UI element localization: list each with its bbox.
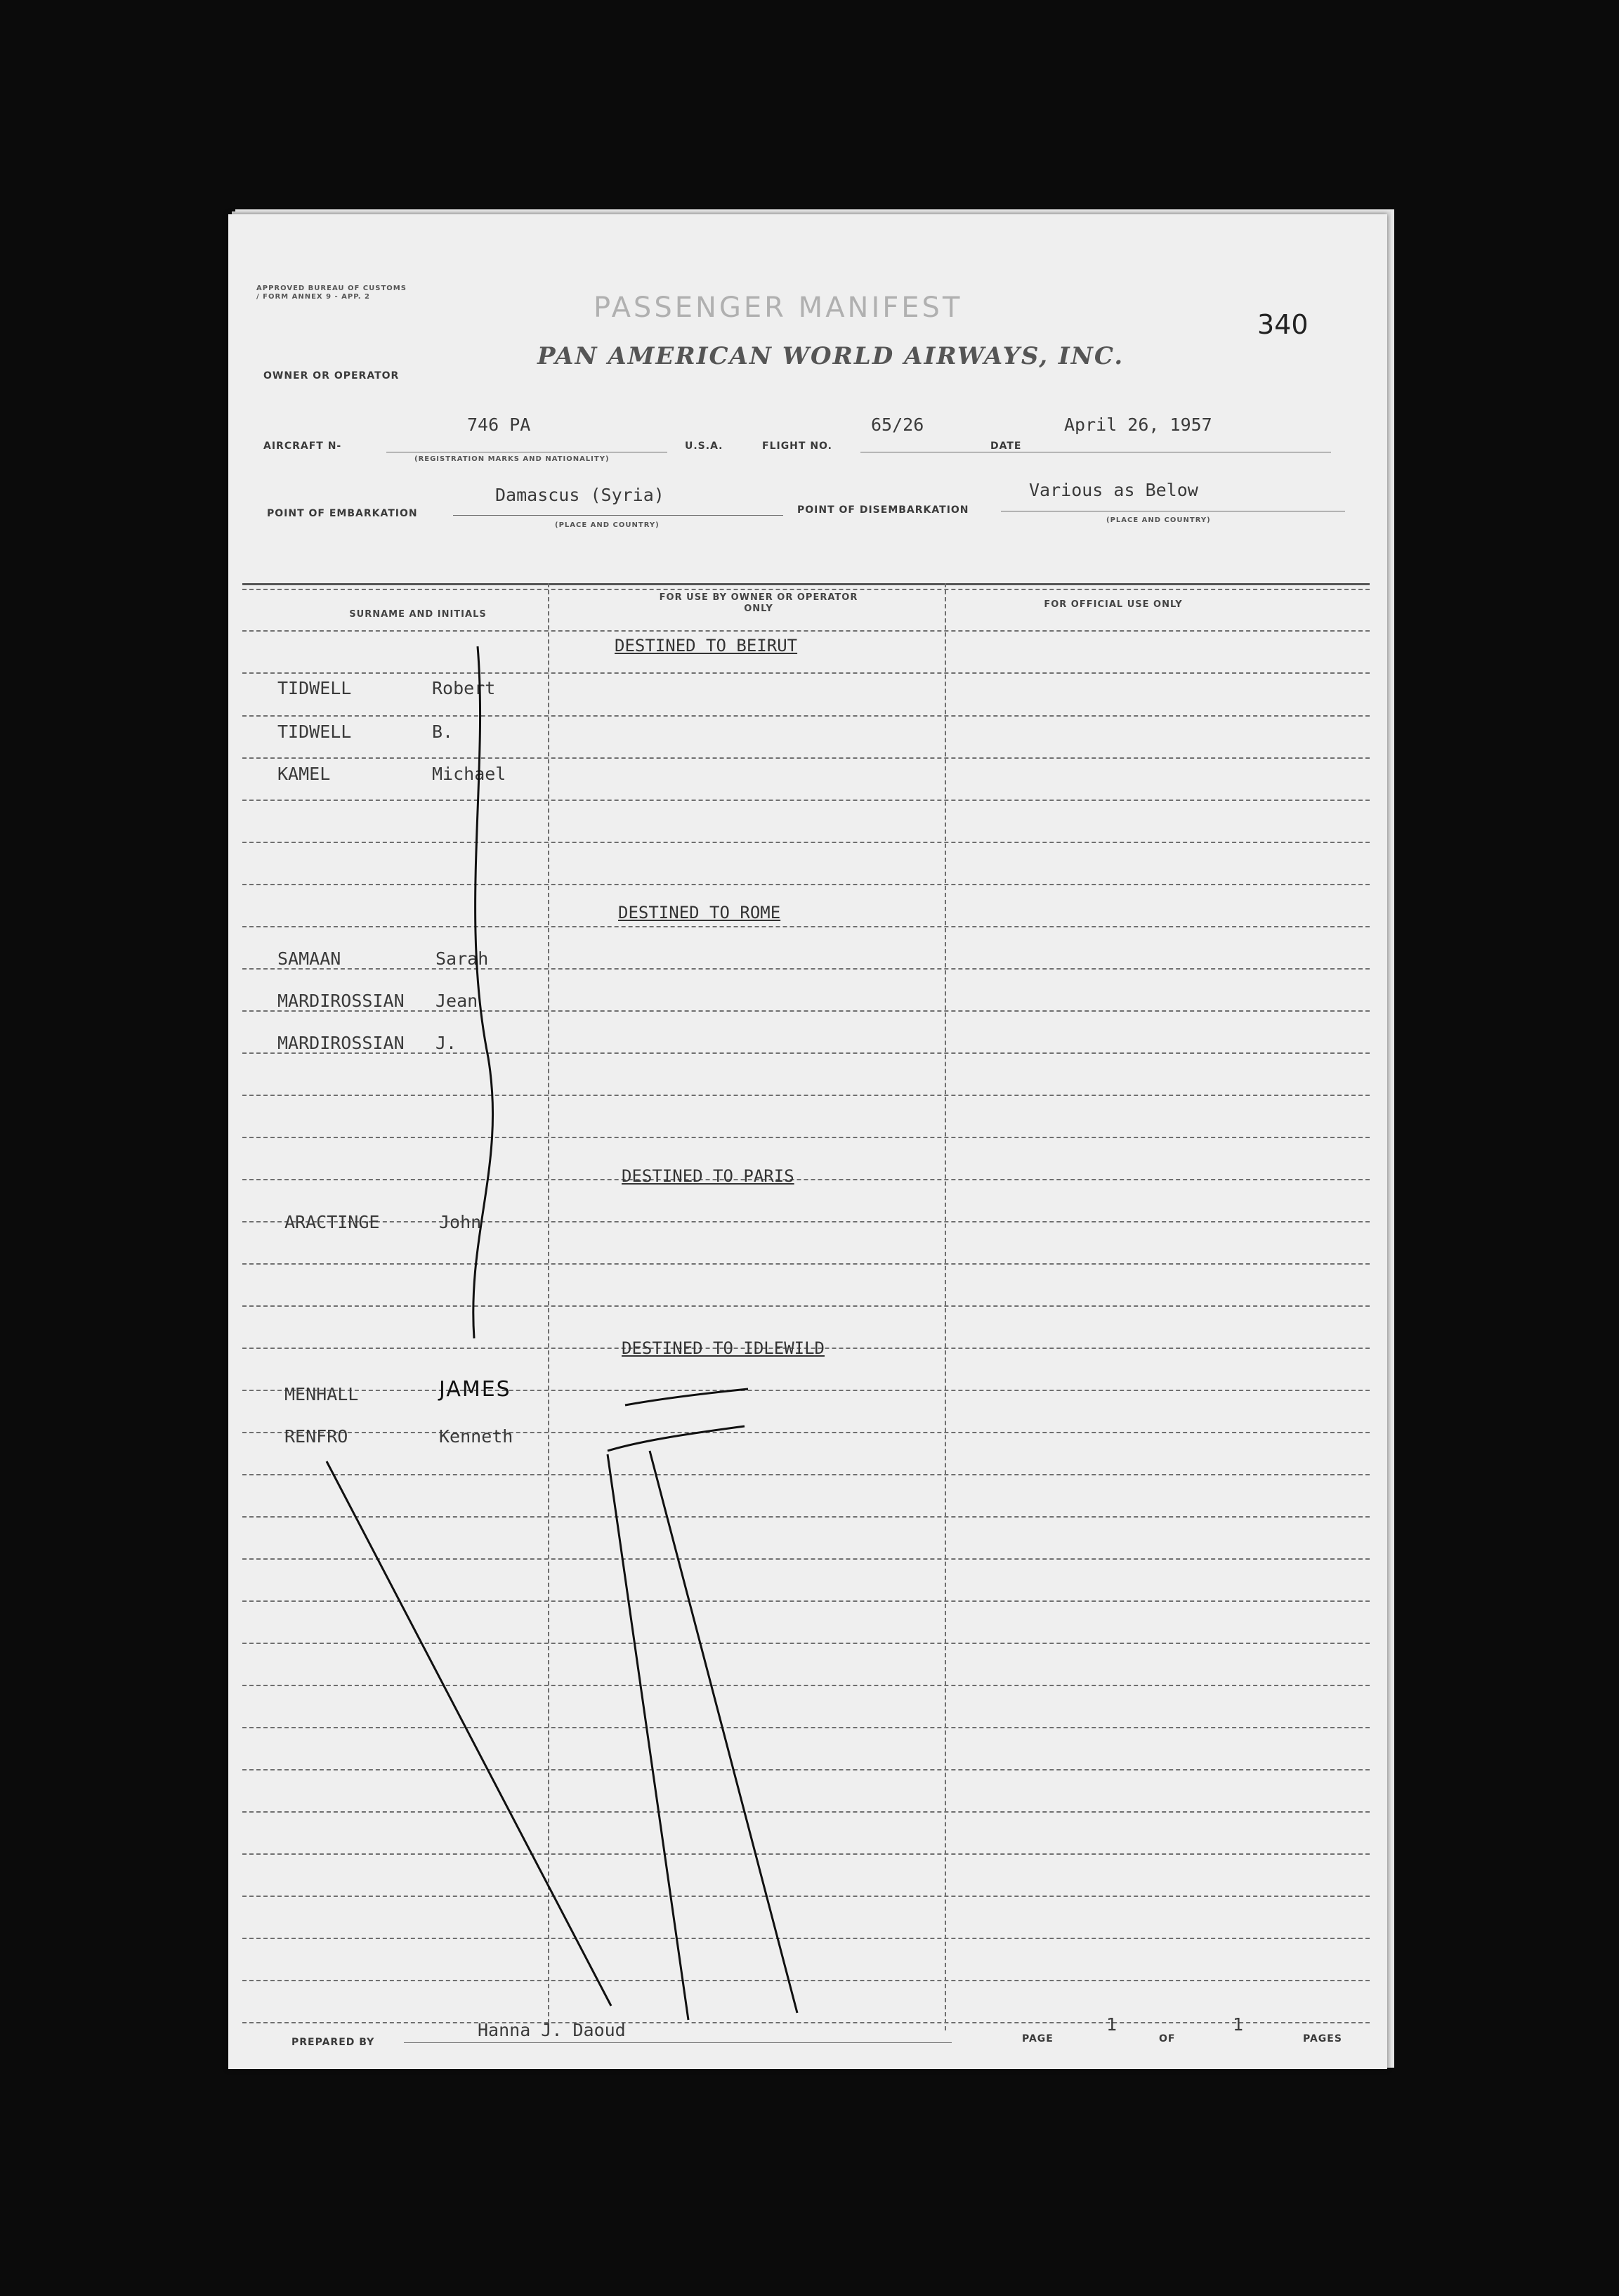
- prepared-by-label: PREPARED BY: [291, 2037, 375, 2048]
- aircraft-sublabel: (REGISTRATION MARKS AND NATIONALITY): [414, 455, 610, 463]
- passenger-surname: RENFRO: [284, 1426, 348, 1447]
- section-heading-rome: DESTINED TO ROME: [618, 903, 781, 922]
- manifest-sheet: [228, 214, 1387, 2069]
- date-label: DATE: [990, 441, 1022, 452]
- disembark-sublabel: (PLACE AND COUNTRY): [1106, 516, 1211, 524]
- of-value: 1: [1233, 2014, 1244, 2035]
- page-number-stamp: 340: [1257, 309, 1309, 340]
- page-value: 1: [1106, 2014, 1117, 2035]
- aircraft-value: 746 PA: [467, 415, 531, 435]
- passenger-given: Kenneth: [439, 1426, 513, 1447]
- manifest-title: PASSENGER MANIFEST: [594, 292, 963, 324]
- embark-label: POINT OF EMBARKATION: [267, 508, 418, 519]
- disembark-label: POINT OF DISEMBARKATION: [797, 504, 969, 516]
- section-heading-idlewild: DESTINED TO IDLEWILD: [622, 1338, 825, 1358]
- passenger-surname: SAMAAN: [277, 948, 341, 969]
- passenger-given: B.: [432, 722, 454, 742]
- passenger-given-handwritten: JAMES: [439, 1377, 511, 1402]
- aircraft-label: AIRCRAFT N-: [263, 441, 342, 452]
- col-official-use-header: FOR OFFICIAL USE ONLY: [1044, 599, 1183, 610]
- passenger-surname: KAMEL: [277, 764, 331, 784]
- date-value: April 26, 1957: [1064, 415, 1212, 435]
- pages-label: PAGES: [1303, 2033, 1342, 2044]
- passenger-surname: ARACTINGE: [284, 1212, 380, 1232]
- passenger-surname: TIDWELL: [277, 678, 352, 698]
- passenger-given: Sarah: [435, 948, 489, 969]
- section-heading-beirut: DESTINED TO BEIRUT: [615, 636, 798, 655]
- flight-label: FLIGHT NO.: [762, 441, 832, 452]
- usa-label: U.S.A.: [685, 441, 723, 452]
- passenger-surname: MARDIROSSIAN: [277, 991, 405, 1011]
- disembark-value: Various as Below: [1029, 480, 1198, 500]
- owner-label: OWNER OR OPERATOR: [263, 370, 400, 381]
- handwritten-marks: [228, 214, 1387, 2069]
- section-heading-paris: DESTINED TO PARIS: [622, 1166, 794, 1186]
- passenger-given: Michael: [432, 764, 506, 784]
- of-label: OF: [1159, 2033, 1176, 2044]
- embark-sublabel: (PLACE AND COUNTRY): [555, 521, 660, 529]
- embark-value: Damascus (Syria): [495, 485, 664, 505]
- passenger-surname: TIDWELL: [277, 722, 352, 742]
- col-surname-header: SURNAME AND INITIALS: [349, 609, 487, 620]
- passenger-surname: MARDIROSSIAN: [277, 1033, 405, 1053]
- passenger-given: Robert: [432, 678, 496, 698]
- form-id: APPROVED BUREAU OF CUSTOMS / FORM ANNEX 9 - APP. 2: [256, 285, 407, 301]
- passenger-given: Jean: [435, 991, 478, 1011]
- passenger-surname: MENHALL: [284, 1384, 359, 1404]
- airline-name: PAN AMERICAN WORLD AIRWAYS, INC.: [537, 342, 1125, 370]
- flight-value: 65/26: [871, 415, 924, 435]
- passenger-given: J.: [435, 1033, 457, 1053]
- prepared-by-value: Hanna J. Daoud: [478, 2020, 626, 2040]
- col-owner-use-header: FOR USE BY OWNER OR OPERATOR ONLY: [659, 592, 858, 614]
- passenger-given: John: [439, 1212, 482, 1232]
- page-label: PAGE: [1022, 2033, 1054, 2044]
